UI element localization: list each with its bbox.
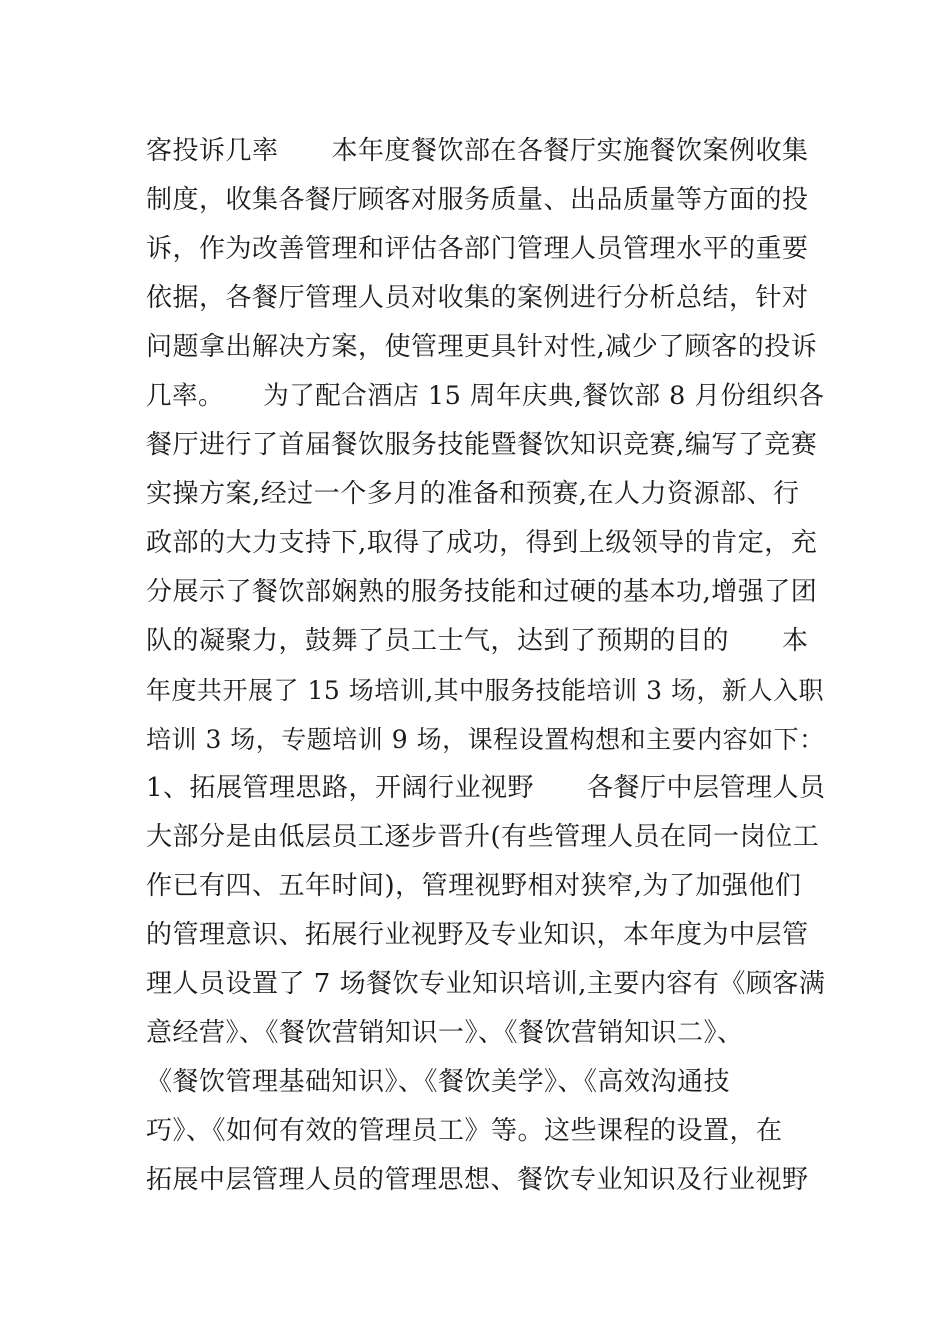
- body-text: [146, 127, 826, 1205]
- text-line-15: 大部分是由低层员工逐步晋升(有些管理人员在同一岗位工: [146, 822, 820, 852]
- text-line-7: 餐厅进行了首届餐饮服务技能暨餐饮知识竞赛,编写了竞赛: [146, 430, 818, 460]
- text-line-17: 的管理意识、拓展行业视野及专业知识，本年度为中层管: [146, 920, 809, 950]
- text-line-14: 1、拓展管理思路，开阔行业视野 各餐厅中层管理人员: [146, 773, 826, 803]
- text-line-22: 拓展中层管理人员的管理思想、餐饮专业知识及行业视野: [146, 1165, 809, 1195]
- text-line-2: 制度，收集各餐厅顾客对服务质量、出品质量等方面的投: [146, 185, 809, 215]
- text-line-10: 分展示了餐饮部娴熟的服务技能和过硬的基本功,增强了团: [146, 577, 818, 607]
- text-line-21: 巧》、《如何有效的管理员工》等。这些课程的设置，在: [146, 1116, 783, 1146]
- text-line-13: 培训 3 场，专题培训 9 场，课程设置构想和主要内容如下：: [146, 725, 825, 754]
- text-line-6: 几率。 为了配合酒店 15 周年庆典,餐饮部 8 月份组织各: [146, 381, 825, 411]
- text-line-4: 依据，各餐厅管理人员对收集的案例进行分析总结，针对: [146, 283, 809, 313]
- text-line-11: 队的凝聚力，鼓舞了员工士气，达到了预期的目的 本: [146, 626, 809, 656]
- text-line-5: 问题拿出解决方案，使管理更具针对性,减少了顾客的投诉: [146, 332, 818, 362]
- text-line-9: 政部的大力支持下,取得了成功，得到上级领导的肯定，充: [146, 528, 818, 558]
- text-line-16: 作已有四、五年时间)，管理视野相对狭窄,为了加强他们: [146, 871, 802, 901]
- text-line-3: 诉，作为改善管理和评估各部门管理人员管理水平的重要: [146, 234, 809, 264]
- text-line-18: 理人员设置了 7 场餐饮专业知识培训,主要内容有《顾客满: [146, 969, 826, 999]
- text-line-8: 实操方案,经过一个多月的准备和预赛,在人力资源部、行: [146, 479, 800, 509]
- text-line-19: 意经营》、《餐饮营销知识一》、《餐饮营销知识二》、: [146, 1018, 744, 1048]
- text-line-12: 年度共开展了 15 场培训,其中服务技能培训 3 场，新人入职: [146, 676, 824, 705]
- text-line-20: 《餐饮管理基础知识》、《餐饮美学》、《高效沟通技: [146, 1067, 731, 1097]
- text-line-1: 客投诉几率 本年度餐饮部在各餐厅实施餐饮案例收集: [146, 136, 809, 166]
